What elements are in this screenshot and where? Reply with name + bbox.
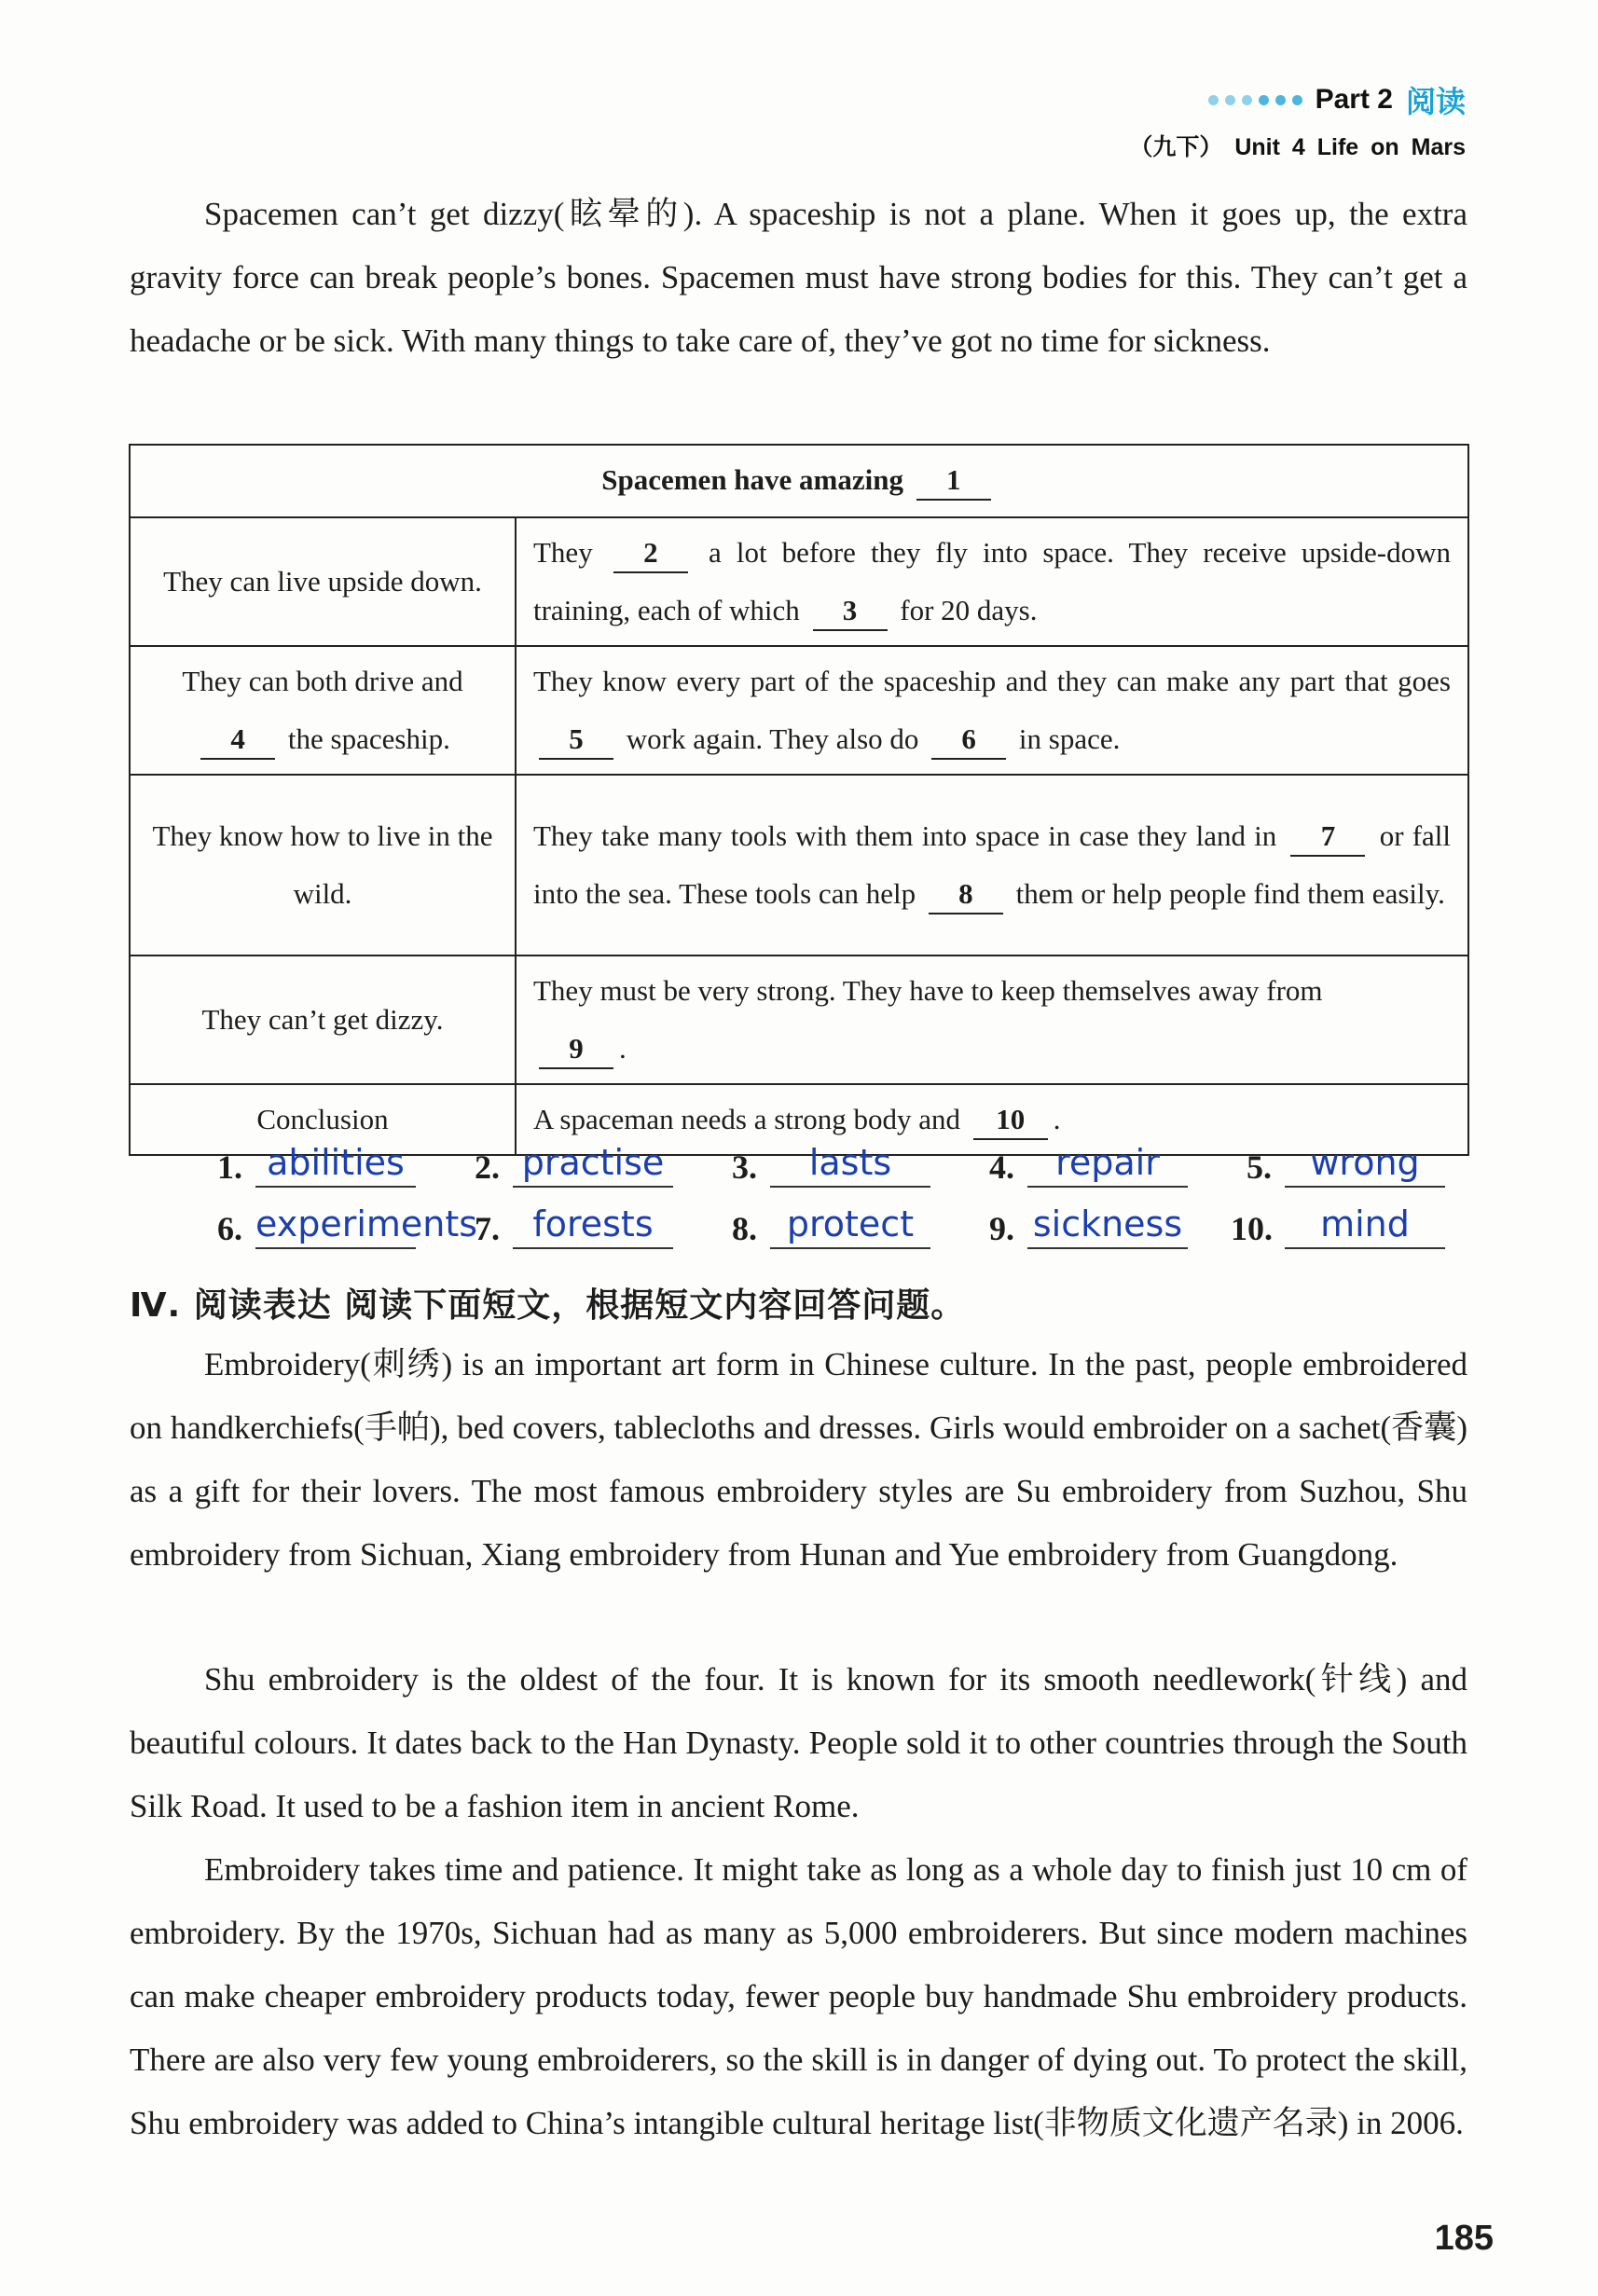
part-label: Part 2 — [1315, 84, 1393, 115]
row-heading: They can’t get dizzy. — [130, 956, 516, 1084]
table-row — [130, 775, 1468, 956]
answer-field[interactable]: protect — [770, 1201, 930, 1249]
table-row — [130, 517, 1468, 646]
table-title: Spacemen have amazing 1 — [130, 445, 1468, 517]
answer-field[interactable]: abilities — [255, 1139, 416, 1188]
row-heading: They know how to live in the wild. — [130, 775, 516, 956]
intro-paragraph: Spacemen can’t get dizzy(眩晕的). A spaceship is not a plane. When it goes up, the extra gravity force can break people’s bones. Spacemen must have strong bodies for this. They can’t get a headache or be sick. With many things to take care of, they’ve got no time for sickness. — [130, 196, 1467, 359]
answer-field[interactable]: lasts — [770, 1139, 930, 1188]
table-row — [130, 956, 1468, 1084]
blank-8: 8 — [929, 875, 1003, 914]
row-detail: They 2 a lot before they fly into space. They receive upside-down training, each of which 3 for 20 days. — [516, 517, 1468, 646]
row-heading: They can both drive and 4 the spaceship. — [130, 646, 516, 775]
row-heading: They can live upside down. — [130, 517, 516, 646]
row-detail: They must be very strong. They have to keep themselves away from 9 . — [516, 956, 1468, 1084]
answer-row-2 — [201, 1201, 1445, 1249]
decorative-dots-icon — [1208, 95, 1302, 105]
answer-item: 8. protect — [716, 1201, 930, 1249]
page-number: 185 — [1434, 2219, 1494, 2258]
row-detail: They know every part of the spaceship and they can make any part that goes 5 work again. They also do 6 in space. — [516, 646, 1468, 775]
table-row — [130, 646, 1468, 775]
blank-4: 4 — [200, 721, 275, 760]
passage-paragraph-2: Shu embroidery is the oldest of the four. It is known for its smooth needlework(针线) and beautiful colours. It dates back to the Han Dynasty. People sold it to other countries through the South Silk Road. It used to be a fashion item in ancient Rome. — [130, 1661, 1467, 1824]
answer-item: 2. practise — [459, 1139, 673, 1188]
answer-item: 5. wrong — [1231, 1139, 1445, 1188]
section-title: Ⅳ. 阅读表达 阅读下面短文，根据短文内容回答问题。 — [130, 1286, 966, 1325]
answer-item: 10. mind — [1231, 1201, 1445, 1249]
answer-item: 4. repair — [973, 1139, 1188, 1188]
answer-field[interactable]: wrong — [1285, 1139, 1445, 1188]
answer-item: 1. abilities — [201, 1139, 416, 1188]
answer-field[interactable]: practise — [513, 1139, 673, 1188]
answer-field[interactable]: experiments — [255, 1201, 416, 1249]
blank-9: 9 — [539, 1030, 613, 1069]
unit-subtitle: （九下） Unit 4 Life on Mars — [1129, 134, 1466, 160]
answer-item: 3. lasts — [716, 1139, 930, 1188]
part-label-cn: 阅读 — [1405, 85, 1466, 118]
page-header — [1129, 78, 1466, 162]
answer-field[interactable]: repair — [1027, 1139, 1188, 1188]
blank-1: 1 — [916, 461, 991, 501]
header-top — [1129, 78, 1466, 121]
row-detail: A spaceman needs a strong body and 10 . — [516, 1084, 1468, 1155]
answer-item: 7. forests — [459, 1201, 673, 1249]
blank-6: 6 — [931, 721, 1006, 760]
answer-item: 9. sickness — [973, 1201, 1188, 1249]
exercise-table — [129, 444, 1469, 1156]
answer-row-1 — [201, 1139, 1445, 1188]
answer-field[interactable]: forests — [513, 1201, 673, 1249]
blank-2: 2 — [613, 534, 688, 573]
table-title-row — [130, 445, 1468, 517]
passage-paragraph-1: Embroidery(刺绣) is an important art form in Chinese culture. In the past, people embroidered on handkerchiefs(手帕), bed covers, tablecloths and dresses. Girls would embroider on a sachet(香囊) as a gift for their lovers. The most famous embroidery styles are Su embroidery from Suzhou, Shu embroidery from Sichuan, Xiang embroidery from Hunan and Yue embroidery from Guangdong. — [130, 1346, 1467, 1573]
blank-10: 10 — [973, 1101, 1048, 1140]
answer-field[interactable]: sickness — [1027, 1201, 1188, 1249]
blank-7: 7 — [1290, 818, 1365, 857]
blank-5: 5 — [539, 721, 613, 760]
answer-item: 6. experiments — [201, 1201, 416, 1249]
row-heading: Conclusion — [130, 1084, 516, 1155]
blank-3: 3 — [813, 592, 888, 631]
row-detail: They take many tools with them into space in case they land in 7 or fall into the sea. These tools can help 8 them or help people find them easily. — [516, 775, 1468, 956]
passage-paragraph-3: Embroidery takes time and patience. It might take as long as a whole day to finish just 10 cm of embroidery. By the 1970s, Sichuan had as many as 5,000 embroiderers. But since modern machines can make cheaper embroidery products today, fewer people buy handmade Shu embroidery products. There are also very few young embroiderers, so the skill is in danger of dying out. To protect the skill, Shu embroidery was added to China’s intangible cultural heritage list(非物质文化遗产名录) in 2006. — [130, 1851, 1467, 2141]
answer-field[interactable]: mind — [1285, 1201, 1445, 1249]
